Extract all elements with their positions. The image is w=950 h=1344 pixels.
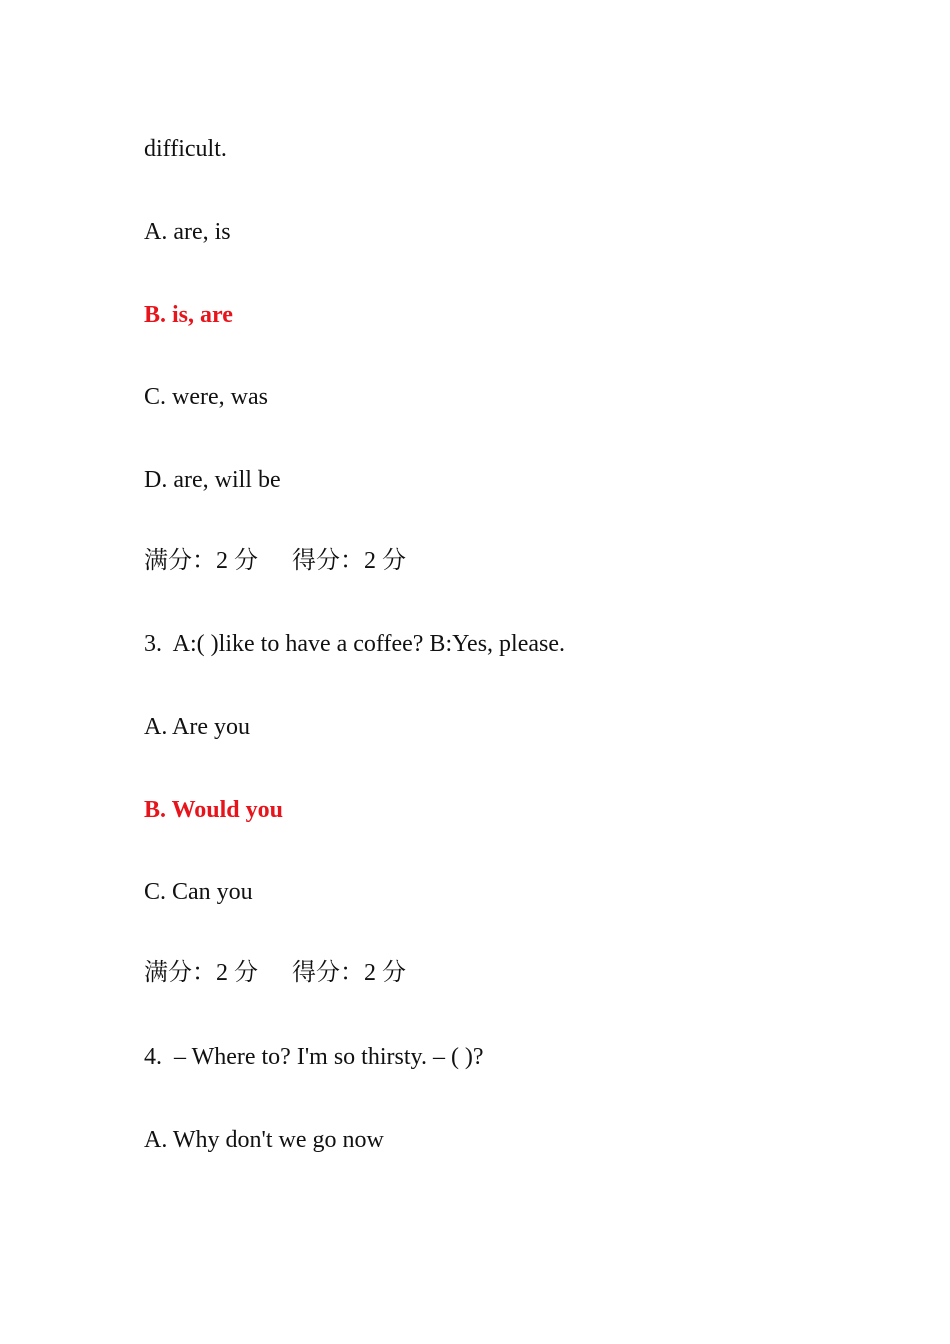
question-2-option-c: C. were, was bbox=[144, 384, 268, 410]
question-2-option-b-correct: B. is, are bbox=[144, 302, 233, 328]
question-2-option-a: A. are, is bbox=[144, 219, 231, 245]
earned-score: 得分：2 分 bbox=[292, 960, 406, 986]
question-3-option-b-correct: B. Would you bbox=[144, 797, 283, 823]
question-3-option-c: C. Can you bbox=[144, 879, 253, 905]
question-2-option-d: D. are, will be bbox=[144, 467, 281, 493]
earned-score: 得分：2 分 bbox=[292, 548, 406, 574]
full-score: 满分：2 分 bbox=[144, 548, 258, 574]
question-3-score-line bbox=[144, 958, 406, 988]
question-2-score-line bbox=[144, 546, 406, 576]
question-3-stem: 3. A:( )like to have a coffee? B:Yes, please. bbox=[144, 631, 565, 657]
question-2-stem-tail: difficult. bbox=[144, 136, 227, 162]
question-4-option-a: A. Why don't we go now bbox=[144, 1127, 384, 1153]
full-score: 满分：2 分 bbox=[144, 960, 258, 986]
question-4-stem: 4. – Where to? I'm so thirsty. – ( )? bbox=[144, 1044, 484, 1070]
question-3-option-a: A. Are you bbox=[144, 714, 250, 740]
